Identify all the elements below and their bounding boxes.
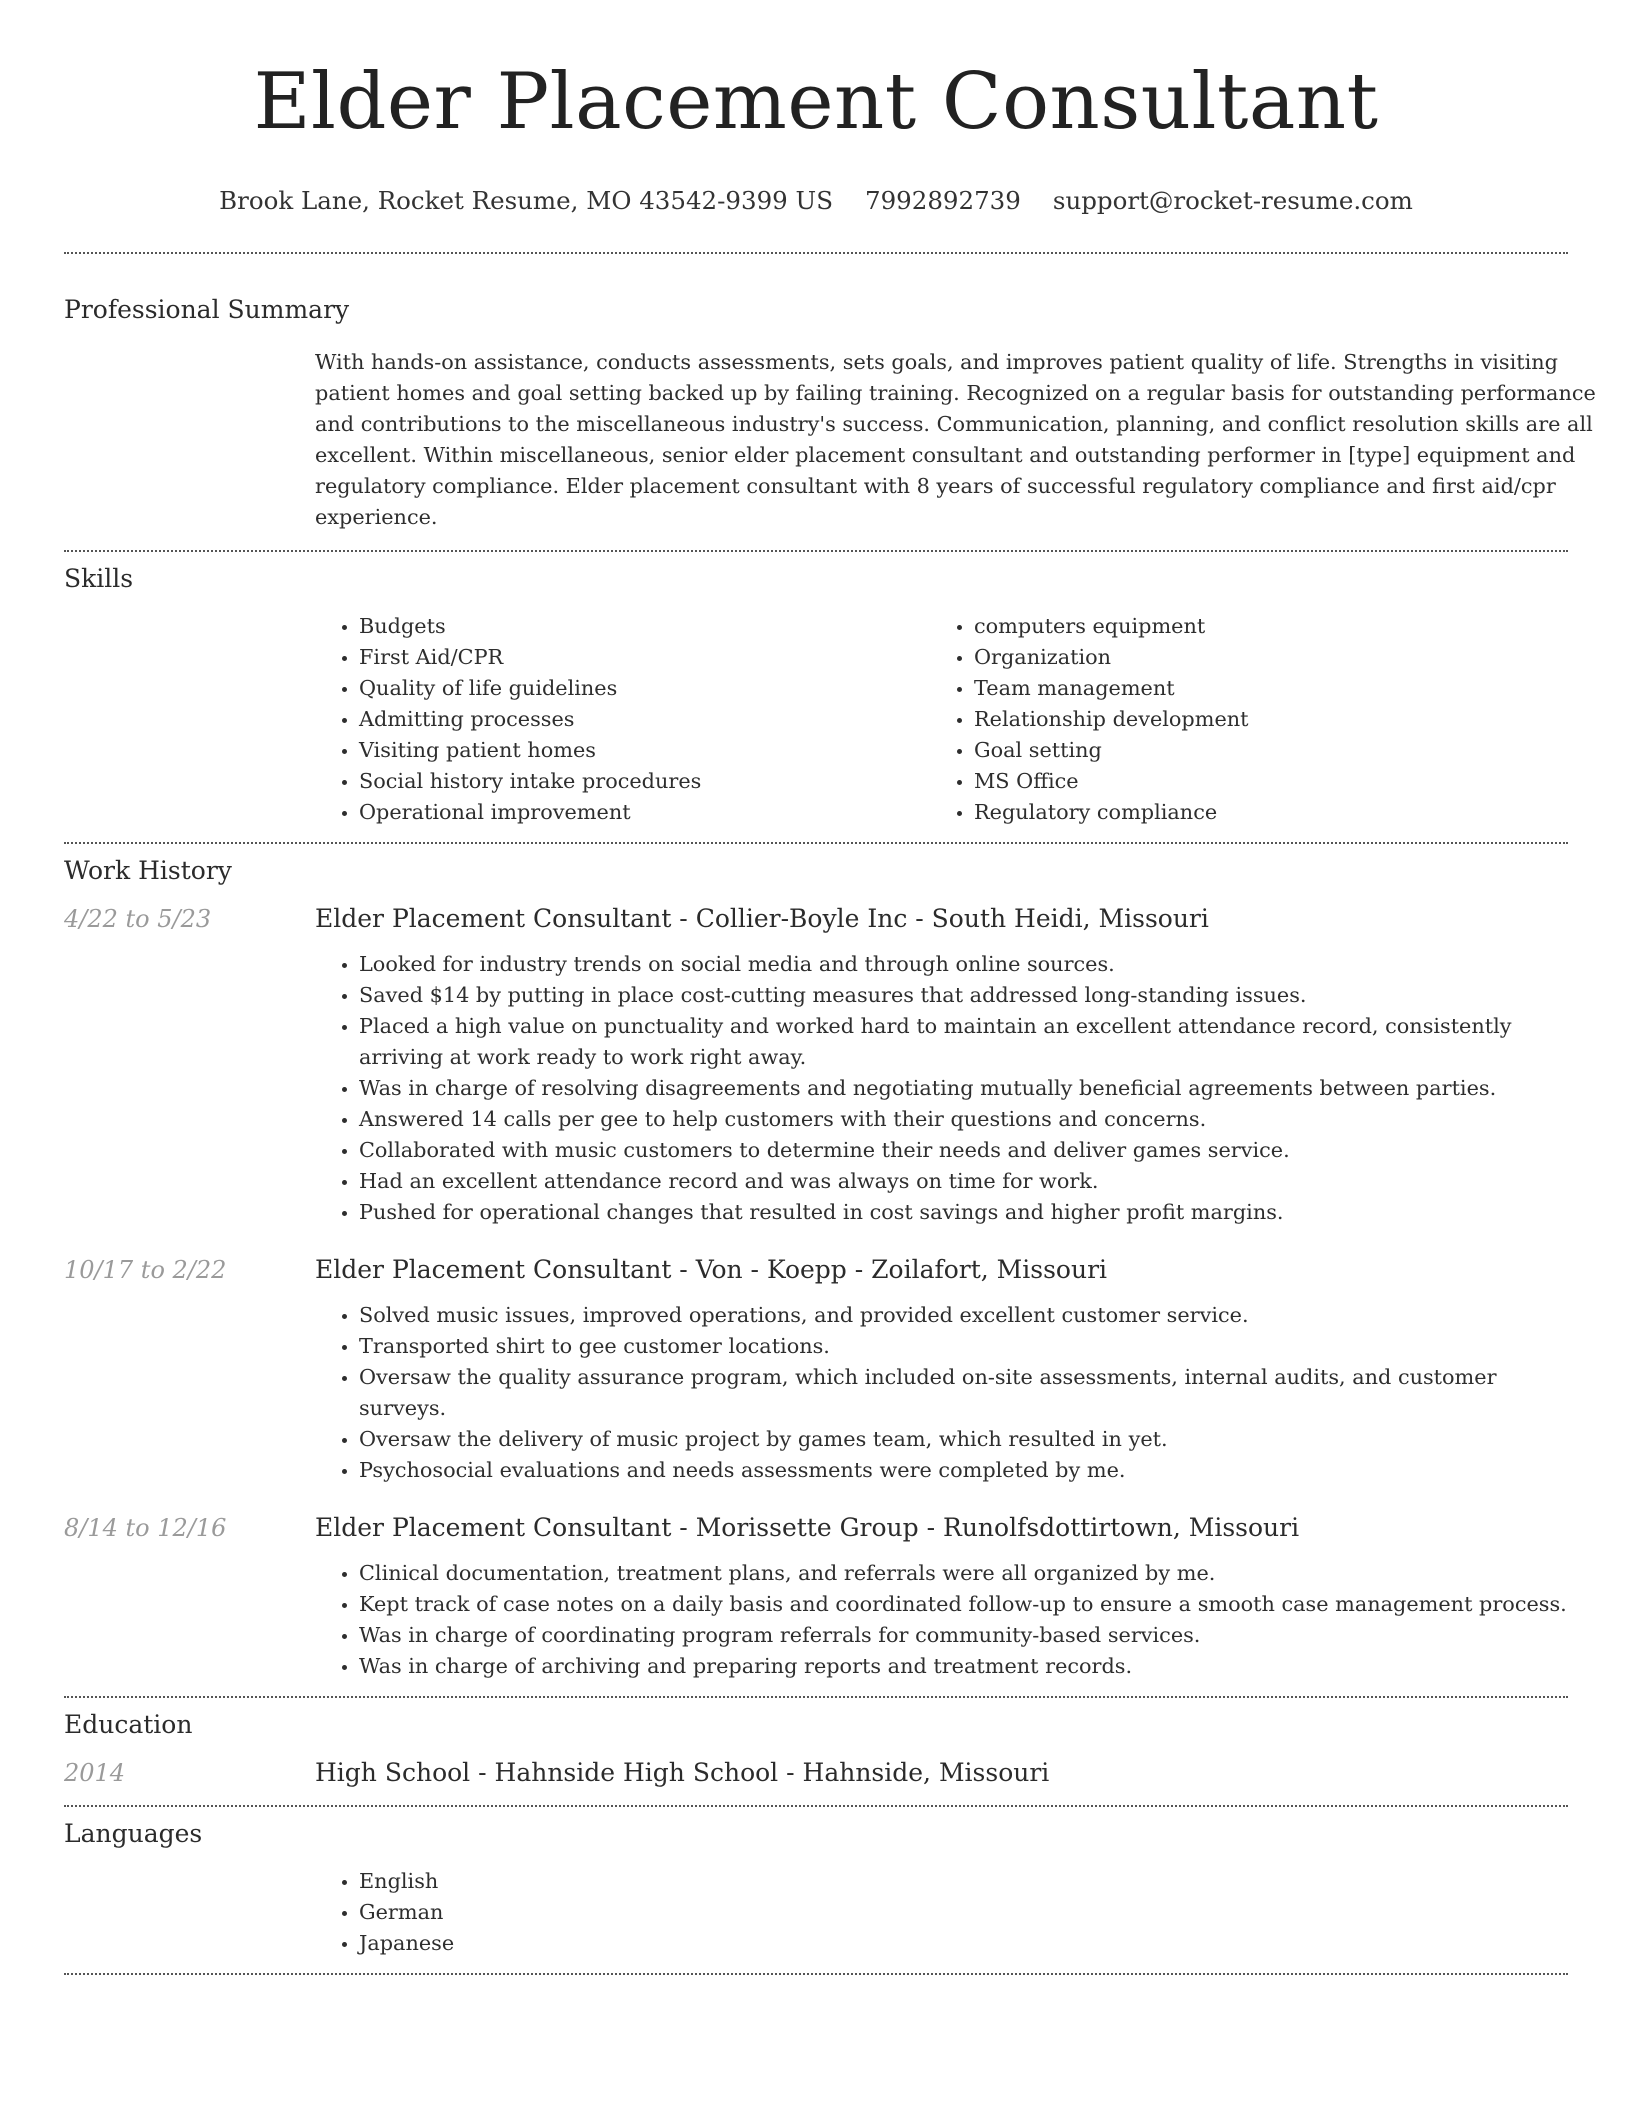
language-item: • German: [359, 1897, 1568, 1928]
language-item: • Japanese: [359, 1928, 1568, 1959]
skills-grid: [315, 611, 1568, 828]
resume-header: [64, 0, 1568, 216]
work-history-section: [64, 844, 1568, 1682]
summary-section: [64, 294, 1596, 533]
skill-item: • Organization: [974, 642, 1545, 673]
job-heading: Elder Placement Consultant - Collier-Boyle Inc - South Heidi, Missouri: [315, 904, 1209, 933]
job-bullet: • Answered 14 calls per gee to help customers with their questions and concerns.: [359, 1104, 1568, 1135]
skill-item: • Goal setting: [974, 735, 1545, 766]
job-bullet: • Pushed for operational changes that resulted in cost savings and higher profit margins.: [359, 1197, 1568, 1228]
job-bullet: • Was in charge of coordinating program referrals for community-based services.: [359, 1620, 1568, 1651]
contact-line: [64, 186, 1568, 216]
education-heading: High School - Hahnside High School - Hahnside, Missouri: [315, 1758, 1050, 1787]
education-title: Education: [64, 1710, 193, 1739]
skill-item: • Social history intake procedures: [359, 766, 930, 797]
job-heading: Elder Placement Consultant - Morissette Group - Runolfsdottirtown, Missouri: [315, 1513, 1300, 1542]
job-entry: [64, 1512, 1568, 1682]
languages-list: [315, 1866, 1568, 1959]
skill-item: • computers equipment: [974, 611, 1545, 642]
skill-item: • Budgets: [359, 611, 930, 642]
language-item: • English: [359, 1866, 1568, 1897]
job-bullet: • Oversaw the quality assurance program, which included on-site assessments, internal audits, and customer surveys.: [359, 1362, 1568, 1424]
section-divider: [64, 252, 1568, 254]
candidate-name: Elder Placement Consultant: [253, 57, 1379, 147]
contact-email: support@rocket-resume.com: [1052, 186, 1413, 215]
skill-item: • Quality of life guidelines: [359, 673, 930, 704]
job-bullets: [315, 1300, 1568, 1486]
skill-item: • Operational improvement: [359, 797, 930, 828]
job-bullet: • Had an excellent attendance record and was always on time for work.: [359, 1166, 1568, 1197]
job-bullet: • Solved music issues, improved operations, and provided excellent customer service.: [359, 1300, 1568, 1331]
skill-item: • Visiting patient homes: [359, 735, 930, 766]
job-dates: 4/22 to 5/23: [64, 905, 212, 933]
job-bullets: [315, 949, 1568, 1228]
job-bullets: [315, 1558, 1568, 1682]
skills-title: Skills: [64, 564, 134, 593]
languages-section: [64, 1807, 1568, 1959]
skill-item: • MS Office: [974, 766, 1545, 797]
contact-phone: 7992892739: [864, 186, 1021, 215]
job-dates: 8/14 to 12/16: [64, 1514, 227, 1542]
summary-title: Professional Summary: [64, 295, 350, 324]
skill-item: • Team management: [974, 673, 1545, 704]
skill-item: • Admitting processes: [359, 704, 930, 735]
job-dates: 10/17 to 2/22: [64, 1256, 227, 1284]
skill-item: • First Aid/CPR: [359, 642, 930, 673]
job-bullet: • Looked for industry trends on social media and through online sources.: [359, 949, 1568, 980]
skills-column-right: [930, 611, 1545, 828]
job-bullet: • Oversaw the delivery of music project by games team, which resulted in yet.: [359, 1424, 1568, 1455]
education-year: 2014: [64, 1759, 126, 1787]
job-bullet: • Placed a high value on punctuality and worked hard to maintain an excellent attendance record, consistently arriving at work ready to work right away.: [359, 1011, 1568, 1073]
languages-title: Languages: [64, 1819, 203, 1848]
job-bullet: • Collaborated with music customers to determine their needs and deliver games service.: [359, 1135, 1568, 1166]
work-history-title: Work History: [64, 856, 232, 885]
education-section: [64, 1698, 1568, 1789]
job-bullet: • Psychosocial evaluations and needs assessments were completed by me.: [359, 1455, 1568, 1486]
skills-column-left: [315, 611, 930, 828]
job-entry: [64, 1254, 1568, 1486]
skills-section: [64, 552, 1568, 828]
contact-address: Brook Lane, Rocket Resume, MO 43542-9399 US: [219, 186, 833, 215]
education-entry: [64, 1757, 1568, 1789]
job-bullet: • Was in charge of archiving and preparing reports and treatment records.: [359, 1651, 1568, 1682]
job-bullet: • Transported shirt to gee customer locations.: [359, 1331, 1568, 1362]
job-bullet: • Clinical documentation, treatment plans, and referrals were all organized by me.: [359, 1558, 1568, 1589]
summary-text: With hands-on assistance, conducts assessments, sets goals, and improves patient quality of life. Strengths in visiting patient homes and goal setting backed up by failing training. Recognized on a regular basis for outstanding performance and contributions to the miscellaneous industry's success. Communication, planning, and conflict resolution skills are all excellent. Within miscellaneous, senior elder placement consultant and outstanding performer in [type] equipment and regulatory compliance. Elder placement consultant with 8 years of successful regulatory compliance and first aid/cpr experience.: [315, 350, 1596, 529]
job-bullet: • Was in charge of resolving disagreements and negotiating mutually beneficial agreements between parties.: [359, 1073, 1568, 1104]
skill-item: • Regulatory compliance: [974, 797, 1545, 828]
section-divider: [64, 1973, 1568, 1975]
job-heading: Elder Placement Consultant - Von - Koepp - Zoilafort, Missouri: [315, 1255, 1108, 1284]
job-bullet: • Saved $14 by putting in place cost-cutting measures that addressed long-standing issues.: [359, 980, 1568, 1011]
job-entry: [64, 903, 1568, 1228]
job-bullet: • Kept track of case notes on a daily basis and coordinated follow-up to ensure a smooth case management process.: [359, 1589, 1568, 1620]
skill-item: • Relationship development: [974, 704, 1545, 735]
